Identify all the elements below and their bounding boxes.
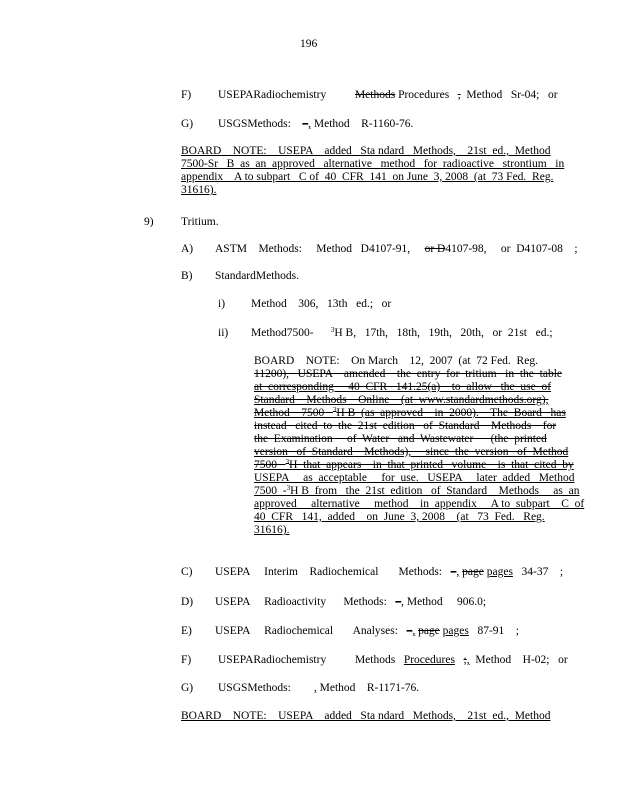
list-item-text: USEPARadiochemistry Methods Procedures , Method Sr-04; or [218, 89, 558, 101]
list-item-text: StandardMethods. [215, 270, 300, 282]
list-item-text: USEPA Radioactivity Methods: –, Method 906.0; [215, 596, 487, 608]
list-label: D) [181, 596, 194, 608]
board-note-line: BOARD NOTE: On March 12, 2007 (at 72 Fed. Reg. [254, 355, 538, 367]
list-label: C) [181, 566, 193, 578]
sub-list-label: ii) [218, 327, 229, 339]
board-note-line: USEPA as acceptable for use. USEPA later added Method [254, 472, 575, 484]
list-label: G) [181, 682, 194, 694]
board-note-line: BOARD NOTE: USEPA added Sta ndard Methods, 21st ed., Method [181, 145, 551, 157]
board-note-line: Method 7500 $^3$H B (as approved in 2000). The Board has [254, 406, 566, 419]
board-note-line: 31616). [254, 524, 290, 536]
page-number: 196 [300, 38, 318, 50]
board-note-line: the Examination of Water and Wastewater (the printed [254, 433, 547, 445]
board-note-line: 7500 -$^3$H B from the 21st edition of Standard Methods as an [254, 484, 580, 497]
list-label: F) [181, 89, 192, 101]
board-note-line: 31616). [181, 184, 217, 196]
board-note-line: Standard Methods Online (at www.standardmethods.org), [254, 394, 549, 406]
section-title: Tritium. [181, 216, 219, 228]
board-note-line: version of Standard Methods), since the version of Method [254, 446, 569, 458]
board-note-line: BOARD NOTE: USEPA added Sta ndard Methods, 21st ed., Method [181, 710, 551, 722]
board-note-line: instead cited to the 21st edition of Standard Methods for [254, 420, 557, 432]
list-label: B) [181, 270, 193, 282]
board-note-line: 7500 $^3$H that appears in that printed volume is that cited by [254, 458, 574, 471]
list-item-text: ASTM Methods: Method D4107-91, or D4107-98, or D4107-08 ; [215, 243, 578, 255]
board-note-line: approved alternative method in appendix A to subpart C of [254, 498, 585, 510]
sub-list-item-text: Method 306, 13th ed.; or [251, 298, 392, 310]
board-note-line: 11200), USEPA amended the entry for tritium in the table [254, 368, 563, 380]
list-label: G) [181, 118, 194, 130]
list-label: E) [181, 625, 192, 637]
board-note-line: appendix A to subpart C of 40 CFR 141 on June 3, 2008 (at 73 Fed. Reg. [181, 171, 554, 183]
section-label: 9) [144, 216, 154, 228]
list-label: F) [181, 654, 192, 666]
board-note-line: at corresponding 40 CFR 141.25(a) to allow the use of [254, 381, 552, 393]
list-item-text: USEPARadiochemistry Methods Procedures ;, Method H-02; or [218, 654, 568, 666]
board-note-line: 7500-Sr B as an approved alternative method for radioactive strontium in [181, 158, 565, 170]
list-item-text: USEPA Radiochemical Analyses: –, page pages 87-91 ; [215, 625, 519, 637]
sub-list-label: i) [218, 298, 226, 310]
board-note-line: 40 CFR 141, added on June 3, 2008 (at 73 Fed. Reg. [254, 511, 545, 523]
list-item-text: USGSMethods: –, Method R-1160-76. [218, 118, 414, 130]
sub-list-item-text: Method7500- $^3$H B, 17th, 18th, 19th, 20th, or 21st ed.; [251, 326, 553, 339]
list-item-text: USGSMethods: , Method R-1171-76. [218, 682, 420, 694]
list-item-text: USEPA Interim Radiochemical Methods: –, page pages 34-37 ; [215, 566, 564, 578]
list-label: A) [181, 243, 194, 255]
